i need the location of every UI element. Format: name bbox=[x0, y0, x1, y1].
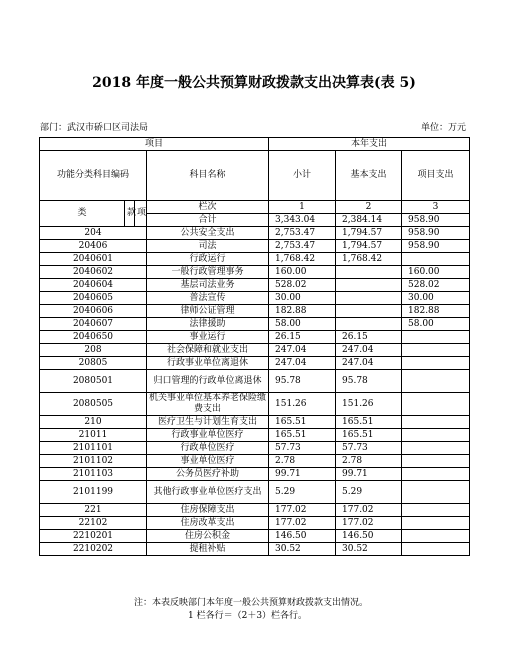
page-title: 2018 年度一般公共预算财政拨款支出决算表(表 5) bbox=[92, 75, 416, 91]
cell-code: 2101101 bbox=[40, 442, 147, 455]
header-name: 科目名称 bbox=[147, 151, 269, 201]
cell-subtotal: 165.51 bbox=[269, 429, 336, 442]
cell-basic bbox=[336, 292, 402, 305]
cell-project: 958.90 bbox=[402, 240, 470, 253]
table-row bbox=[40, 344, 470, 357]
cell-code: 2080501 bbox=[40, 370, 147, 393]
cell-code: 20805 bbox=[40, 357, 147, 370]
unit-label: 单位：万元 bbox=[420, 123, 466, 133]
cell-code: 2040601 bbox=[40, 253, 147, 266]
footnote-line-1: 注：本表反映部门本年度一般公共预算财政拨款支出情况。 bbox=[134, 598, 369, 608]
cell-name: 住房公积金 bbox=[147, 530, 269, 543]
cell-basic: 165.51 bbox=[336, 416, 402, 429]
cell-project bbox=[402, 455, 470, 468]
cell-project bbox=[402, 442, 470, 455]
cell-project bbox=[402, 543, 470, 556]
cell-project bbox=[402, 468, 470, 481]
cell-project bbox=[402, 357, 470, 370]
cell-basic: 2.78 bbox=[336, 455, 402, 468]
cell-project bbox=[402, 344, 470, 357]
cell-basic: 1,794.57 bbox=[336, 240, 402, 253]
table-row bbox=[40, 517, 470, 530]
cell-name: 行政事业单位医疗 bbox=[147, 429, 269, 442]
header-basic: 基本支出 bbox=[336, 151, 402, 201]
header-project: 项目支出 bbox=[402, 151, 470, 201]
cell-subtotal: 58.00 bbox=[269, 318, 336, 331]
cell-code: 221 bbox=[40, 504, 147, 517]
cell-project bbox=[402, 253, 470, 266]
cell-subtotal: 160.00 bbox=[269, 266, 336, 279]
table-row bbox=[40, 318, 470, 331]
cell-subtotal: 247.04 bbox=[269, 357, 336, 370]
cell-basic: 165.51 bbox=[336, 429, 402, 442]
cell-subtotal: 2,753.47 bbox=[269, 240, 336, 253]
cell-subtotal: 182.88 bbox=[269, 305, 336, 318]
cell-basic: 177.02 bbox=[336, 517, 402, 530]
table-row bbox=[40, 331, 470, 344]
cell-subtotal: 30.52 bbox=[269, 543, 336, 556]
cell-project: 30.00 bbox=[402, 292, 470, 305]
cell-basic: 26.15 bbox=[336, 331, 402, 344]
cell-code: 2101103 bbox=[40, 468, 147, 481]
cell-subtotal: 2,753.47 bbox=[269, 227, 336, 240]
header-item: 项目 bbox=[40, 138, 269, 151]
cell-project bbox=[402, 504, 470, 517]
cell-basic: 177.02 bbox=[336, 504, 402, 517]
total-project: 958.90 bbox=[402, 214, 470, 227]
cell-basic: 99.71 bbox=[336, 468, 402, 481]
header-spend: 本年支出 bbox=[269, 138, 470, 151]
cell-project: 528.02 bbox=[402, 279, 470, 292]
table-row bbox=[40, 530, 470, 543]
cell-basic bbox=[336, 266, 402, 279]
cell-code: 2101102 bbox=[40, 455, 147, 468]
cell-project: 958.90 bbox=[402, 227, 470, 240]
cell-project bbox=[402, 393, 470, 416]
cell-name: 公务员医疗补助 bbox=[147, 468, 269, 481]
cell-code: 2080505 bbox=[40, 393, 147, 416]
cell-code: 210 bbox=[40, 416, 147, 429]
cell-subtotal: 57.73 bbox=[269, 442, 336, 455]
cell-project: 58.00 bbox=[402, 318, 470, 331]
table-row bbox=[40, 543, 470, 556]
cell-name: 行政单位医疗 bbox=[147, 442, 269, 455]
table-row bbox=[40, 227, 470, 240]
cell-name: 提租补贴 bbox=[147, 543, 269, 556]
table-row bbox=[40, 429, 470, 442]
cell-subtotal: 5.29 bbox=[269, 481, 336, 504]
cell-code: 22102 bbox=[40, 517, 147, 530]
cell-basic: 151.26 bbox=[336, 393, 402, 416]
cell-name: 住房改革支出 bbox=[147, 517, 269, 530]
cell-subtotal: 99.71 bbox=[269, 468, 336, 481]
cell-name: 律师公证管理 bbox=[147, 305, 269, 318]
cell-code: 208 bbox=[40, 344, 147, 357]
cell-name: 行政事业单位离退休 bbox=[147, 357, 269, 370]
header-row-2 bbox=[40, 151, 470, 201]
cell-subtotal: 177.02 bbox=[269, 504, 336, 517]
cell-basic: 30.52 bbox=[336, 543, 402, 556]
cell-subtotal: 146.50 bbox=[269, 530, 336, 543]
footnote bbox=[134, 597, 368, 623]
budget-table bbox=[39, 137, 470, 556]
cell-code: 2040650 bbox=[40, 331, 147, 344]
cell-subtotal: 247.04 bbox=[269, 344, 336, 357]
cell-basic bbox=[336, 318, 402, 331]
header-code: 功能分类科目编码 bbox=[40, 151, 147, 201]
cell-name: 其他行政事业单位医疗支出 bbox=[147, 481, 269, 504]
table-row bbox=[40, 370, 470, 393]
cell-code: 2040602 bbox=[40, 266, 147, 279]
cell-name: 机关事业单位基本养老保险缴费支出 bbox=[147, 393, 269, 416]
cell-basic bbox=[336, 279, 402, 292]
total-basic: 2,384.14 bbox=[336, 214, 402, 227]
department-label: 部门：武汉市硚口区司法局 bbox=[40, 123, 149, 133]
table-row bbox=[40, 266, 470, 279]
table-row bbox=[40, 455, 470, 468]
cell-subtotal: 2.78 bbox=[269, 455, 336, 468]
table-row bbox=[40, 279, 470, 292]
cell-name: 事业运行 bbox=[147, 331, 269, 344]
cell-name: 事业单位医疗 bbox=[147, 455, 269, 468]
total-label: 合计 bbox=[147, 214, 269, 227]
cell-name: 司法 bbox=[147, 240, 269, 253]
table-row bbox=[40, 468, 470, 481]
table-row bbox=[40, 305, 470, 318]
header-xiang: 项 bbox=[135, 201, 147, 227]
cell-name: 住房保障支出 bbox=[147, 504, 269, 517]
footnote-line-2: 1 栏各行＝（2＋3）栏各行。 bbox=[188, 611, 308, 621]
cell-project bbox=[402, 331, 470, 344]
cell-basic bbox=[336, 305, 402, 318]
table-row bbox=[40, 240, 470, 253]
cell-code: 2040605 bbox=[40, 292, 147, 305]
cell-code: 2210202 bbox=[40, 543, 147, 556]
col-index-2: 2 bbox=[336, 201, 402, 214]
cell-name: 行政运行 bbox=[147, 253, 269, 266]
table-row bbox=[40, 393, 470, 416]
table-row bbox=[40, 504, 470, 517]
cell-basic: 1,794.57 bbox=[336, 227, 402, 240]
cell-basic: 1,768.42 bbox=[336, 253, 402, 266]
cell-name: 一般行政管理事务 bbox=[147, 266, 269, 279]
cell-subtotal: 528.02 bbox=[269, 279, 336, 292]
column-index-row bbox=[40, 201, 470, 214]
cell-name: 归口管理的行政单位离退休 bbox=[147, 370, 269, 393]
cell-subtotal: 165.51 bbox=[269, 416, 336, 429]
cell-name: 普法宣传 bbox=[147, 292, 269, 305]
cell-code: 21011 bbox=[40, 429, 147, 442]
header-row-1 bbox=[40, 138, 470, 151]
cell-subtotal: 95.78 bbox=[269, 370, 336, 393]
cell-code: 2101199 bbox=[40, 481, 147, 504]
cell-name: 医疗卫生与计划生育支出 bbox=[147, 416, 269, 429]
total-subtotal: 3,343.04 bbox=[269, 214, 336, 227]
cell-name: 社会保障和就业支出 bbox=[147, 344, 269, 357]
header-subtotal: 小计 bbox=[269, 151, 336, 201]
table-row bbox=[40, 292, 470, 305]
cell-project bbox=[402, 416, 470, 429]
cell-project bbox=[402, 530, 470, 543]
cell-project: 182.88 bbox=[402, 305, 470, 318]
cell-basic: 247.04 bbox=[336, 344, 402, 357]
cell-subtotal: 177.02 bbox=[269, 517, 336, 530]
table-row bbox=[40, 442, 470, 455]
cell-subtotal: 30.00 bbox=[269, 292, 336, 305]
table-row bbox=[40, 357, 470, 370]
cell-name: 基层司法业务 bbox=[147, 279, 269, 292]
cell-subtotal: 151.26 bbox=[269, 393, 336, 416]
table-row bbox=[40, 416, 470, 429]
cell-project: 160.00 bbox=[402, 266, 470, 279]
cell-project bbox=[402, 481, 470, 504]
cell-project bbox=[402, 429, 470, 442]
col-index-1: 1 bbox=[269, 201, 336, 214]
cell-code: 20406 bbox=[40, 240, 147, 253]
cell-subtotal: 26.15 bbox=[269, 331, 336, 344]
cell-basic: 146.50 bbox=[336, 530, 402, 543]
table-row bbox=[40, 481, 470, 504]
cell-code: 2040607 bbox=[40, 318, 147, 331]
cell-basic: 5.29 bbox=[336, 481, 402, 504]
cell-code: 2210201 bbox=[40, 530, 147, 543]
cell-basic: 57.73 bbox=[336, 442, 402, 455]
cell-project bbox=[402, 370, 470, 393]
cell-name: 法律援助 bbox=[147, 318, 269, 331]
cell-code: 2040606 bbox=[40, 305, 147, 318]
header-lei: 类 bbox=[40, 201, 125, 227]
header-lanci: 栏次 bbox=[147, 201, 269, 214]
col-index-3: 3 bbox=[402, 201, 470, 214]
cell-name: 公共安全支出 bbox=[147, 227, 269, 240]
cell-code: 2040604 bbox=[40, 279, 147, 292]
cell-basic: 95.78 bbox=[336, 370, 402, 393]
header-kuan: 款 bbox=[125, 201, 135, 227]
cell-basic: 247.04 bbox=[336, 357, 402, 370]
cell-subtotal: 1,768.42 bbox=[269, 253, 336, 266]
cell-project bbox=[402, 517, 470, 530]
cell-code: 204 bbox=[40, 227, 147, 240]
table-row bbox=[40, 253, 470, 266]
